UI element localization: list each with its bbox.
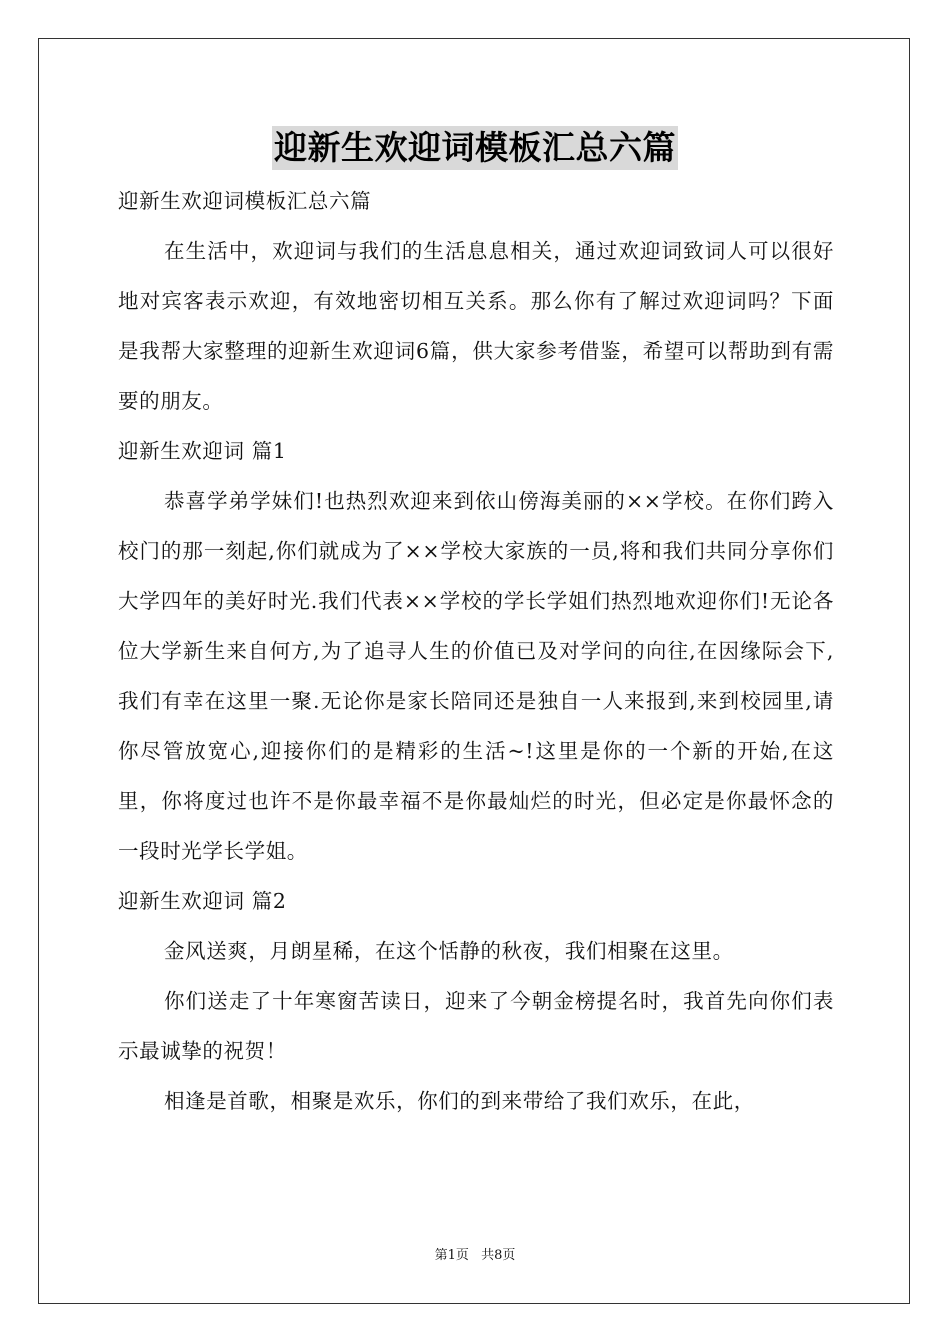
page-total: 共8页 <box>481 1248 516 1263</box>
intro-paragraph: 在生活中，欢迎词与我们的生活息息相关，通过欢迎词致词人可以很好地对宾客表示欢迎，有效地密切相互关系。那么你有了解过欢迎词吗？下面是我帮大家整理的迎新生欢迎词6篇，供大家参考借鉴，希望可以帮助到有需要的朋友。 <box>118 239 834 413</box>
page-number: 第1页 <box>434 1248 469 1263</box>
document-title: 迎新生欢迎词模板汇总六篇 <box>272 126 678 170</box>
section-heading-2: 迎新生欢迎词 篇2 <box>118 889 287 913</box>
section-2-paragraph-3: 相逢是首歌，相聚是欢乐，你们的到来带给了我们欢乐，在此， <box>164 1089 755 1113</box>
document-body <box>118 176 834 1126</box>
section-1-paragraph: 恭喜学弟学妹们!也热烈欢迎来到依山傍海美丽的××学校。在你们跨入校门的那一刻起,你们就成为了××学校大家族的一员,将和我们共同分享你们大学四年的美好时光.我们代表××学校的学长学姐们热烈地欢迎你们!无论各位大学新生来自何方,为了追寻人生的价值已及对学问的向往,在因缘际会下,我们有幸在这里一聚.无论你是家长陪同还是独自一人来报到,来到校园里,请你尽管放宽心,迎接你们的是精彩的生活~!这里是你的一个新的开始,在这里，你将度过也许不是你最幸福不是你最灿烂的时光，但必定是你最怀念的一段时光学长学姐。 <box>118 489 834 863</box>
section-2-paragraph-2: 你们送走了十年寒窗苦读日，迎来了今朝金榜提名时，我首先向你们表示最诚挚的祝贺！ <box>118 989 834 1063</box>
title-container <box>0 126 950 170</box>
section-2-paragraph-1: 金风送爽，月朗星稀，在这个恬静的秋夜，我们相聚在这里。 <box>164 939 734 963</box>
subtitle-line: 迎新生欢迎词模板汇总六篇 <box>118 189 372 213</box>
page-footer <box>0 1244 950 1263</box>
section-heading-1: 迎新生欢迎词 篇1 <box>118 439 287 463</box>
